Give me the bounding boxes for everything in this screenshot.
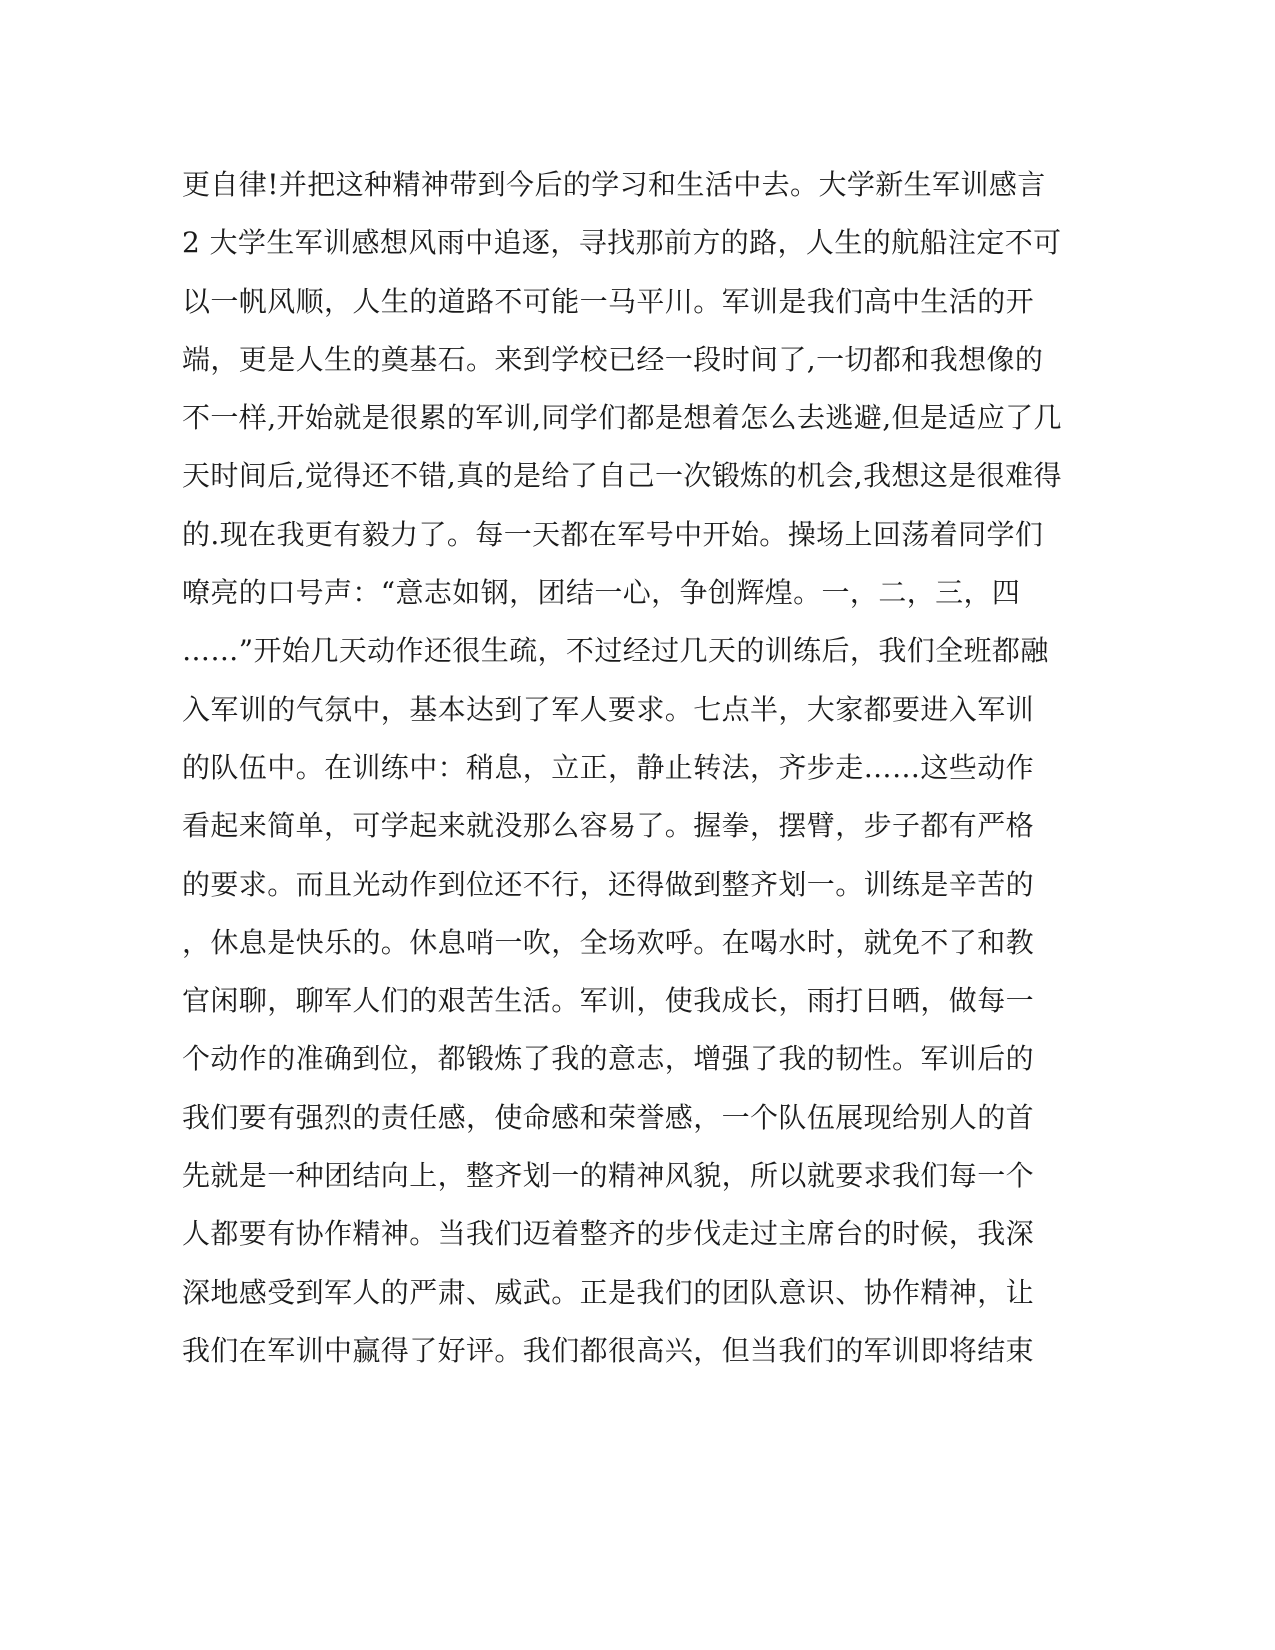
text-line: 先就是一种团结向上，整齐划一的精神风貌，所以就要求我们每一个 [182, 1159, 1035, 1193]
text-line: 看起来简单，可学起来就没那么容易了。握拳，摆臂，步子都有严格 [182, 809, 1035, 843]
text-line: 的队伍中。在训练中：稍息，立正，静止转法，齐步走……这些动作 [182, 750, 1035, 784]
text-line: 官闲聊，聊军人们的艰苦生活。军训，使我成长，雨打日晒，做每一 [182, 984, 1035, 1018]
text-line: ……”开始几天动作还很生疏，不过经过几天的训练后，我们全班都融 [182, 634, 1049, 668]
text-line: 天时间后,觉得还不错,真的是给了自己一次锻炼的机会,我想这是很难得 [182, 459, 1062, 493]
text-line: 深地感受到军人的严肃、威武。正是我们的团队意识、协作精神，让 [182, 1275, 1035, 1309]
text-line: 我们在军训中赢得了好评。我们都很高兴，但当我们的军训即将结束 [182, 1333, 1035, 1367]
text-line: 人都要有协作精神。当我们迈着整齐的步伐走过主席台的时候，我深 [182, 1217, 1035, 1251]
text-line: 我们要有强烈的责任感，使命感和荣誉感，一个队伍展现给别人的首 [182, 1100, 1035, 1134]
text-line: 的.现在我更有毅力了。每一天都在军号中开始。操场上回荡着同学们 [182, 517, 1044, 551]
text-line: ，休息是快乐的。休息哨一吹，全场欢呼。在喝水时，就免不了和教 [182, 925, 1035, 959]
text-line: 不一样,开始就是很累的军训,同学们都是想着怎么去逃避,但是适应了几 [182, 401, 1062, 435]
text-line: 端，更是人生的奠基石。来到学校已经一段时间了,一切都和我想像的 [182, 342, 1044, 376]
text-line: 嘹亮的口号声：“意志如钢，团结一心，争创辉煌。一，二，三，四 [182, 576, 1021, 610]
text-line: 2 大学生军训感想风雨中追逐，寻找那前方的路，人生的航船注定不可 [182, 226, 1062, 260]
text-line: 入军训的气氛中，基本达到了军人要求。七点半，大家都要进入军训 [182, 692, 1035, 726]
body-text [182, 160, 1062, 1384]
text-line: 的要求。而且光动作到位还不行，还得做到整齐划一。训练是辛苦的 [182, 867, 1035, 901]
text-line: 个动作的准确到位，都锻炼了我的意志，增强了我的韧性。军训后的 [182, 1042, 1035, 1076]
text-line: 更自律!并把这种精神带到今后的学习和生活中去。大学新生军训感言 [182, 168, 1046, 201]
text-line: 以一帆风顺，人生的道路不可能一马平川。军训是我们高中生活的开 [182, 284, 1035, 318]
